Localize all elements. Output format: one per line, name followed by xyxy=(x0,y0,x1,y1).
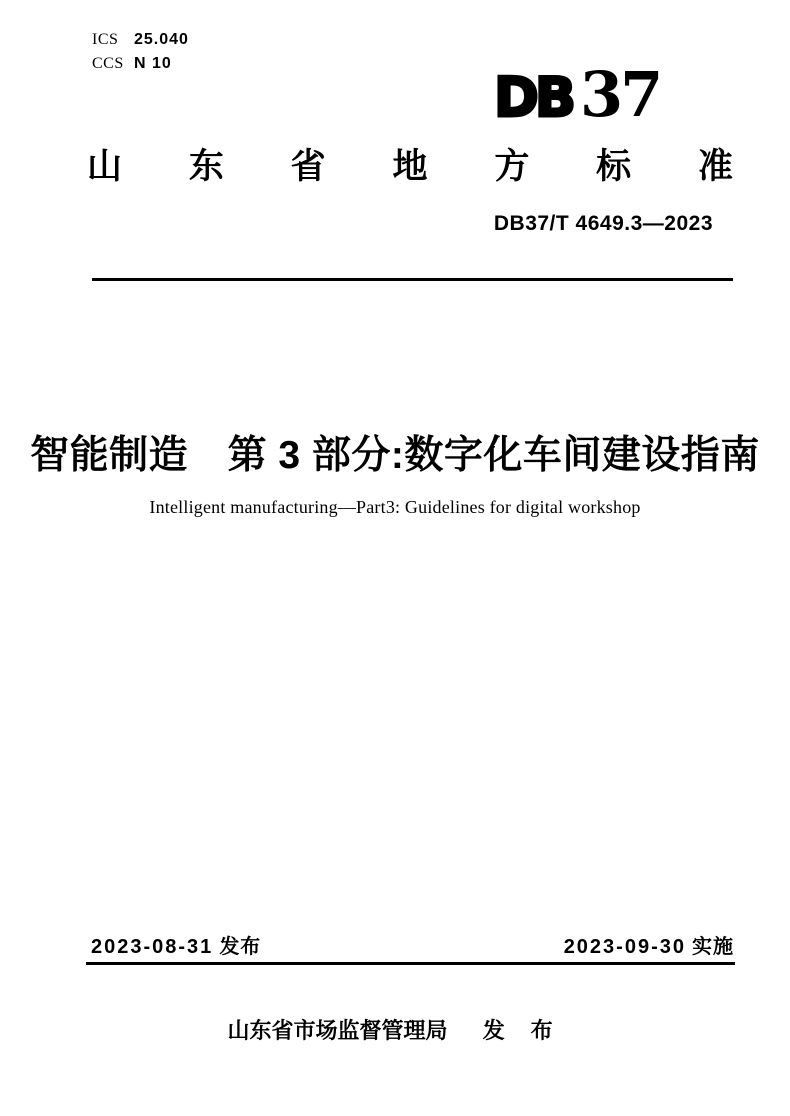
dates-row xyxy=(91,934,734,960)
db37-logo xyxy=(494,58,661,131)
implementation-label: 实施 xyxy=(692,936,734,958)
db37-logo-number: 37 xyxy=(579,58,661,131)
ics-value: 25.040 xyxy=(134,31,189,48)
db37-logo-db: DB xyxy=(494,66,572,129)
footer-divider xyxy=(86,962,735,965)
implementation-date-cell xyxy=(564,934,734,960)
publish-label: 发 布 xyxy=(482,1018,563,1043)
category-char: 准 xyxy=(697,147,733,186)
ics-code xyxy=(92,28,189,52)
category-char: 山 xyxy=(87,147,123,186)
issue-label: 发布 xyxy=(219,936,262,958)
standard-category-title xyxy=(87,146,733,188)
category-char: 地 xyxy=(392,147,428,186)
publisher-name: 山东省市场监督管理局 xyxy=(227,1018,448,1043)
category-char: 东 xyxy=(188,147,224,186)
issue-date-cell xyxy=(91,934,261,960)
ics-label: ICS xyxy=(92,31,119,48)
category-char: 标 xyxy=(596,147,632,186)
ccs-value: N 10 xyxy=(134,55,172,72)
standard-number: DB37/T 4649.3—2023 xyxy=(493,212,713,235)
implementation-date: 2023-09-30 xyxy=(563,936,686,958)
classification-codes xyxy=(92,28,189,76)
document-title: 智能制造 第 3 部分:数字化车间建设指南 xyxy=(30,434,760,477)
publisher-row xyxy=(0,1014,790,1045)
ccs-label: CCS xyxy=(92,55,124,72)
issue-date: 2023-08-31 xyxy=(91,936,214,958)
category-char: 方 xyxy=(494,147,530,186)
document-title-english: Intelligent manufacturing—Part3: Guidelines for digital workshop xyxy=(149,497,641,517)
ccs-code xyxy=(92,52,189,76)
category-char: 省 xyxy=(290,147,326,186)
header-divider xyxy=(92,278,733,281)
